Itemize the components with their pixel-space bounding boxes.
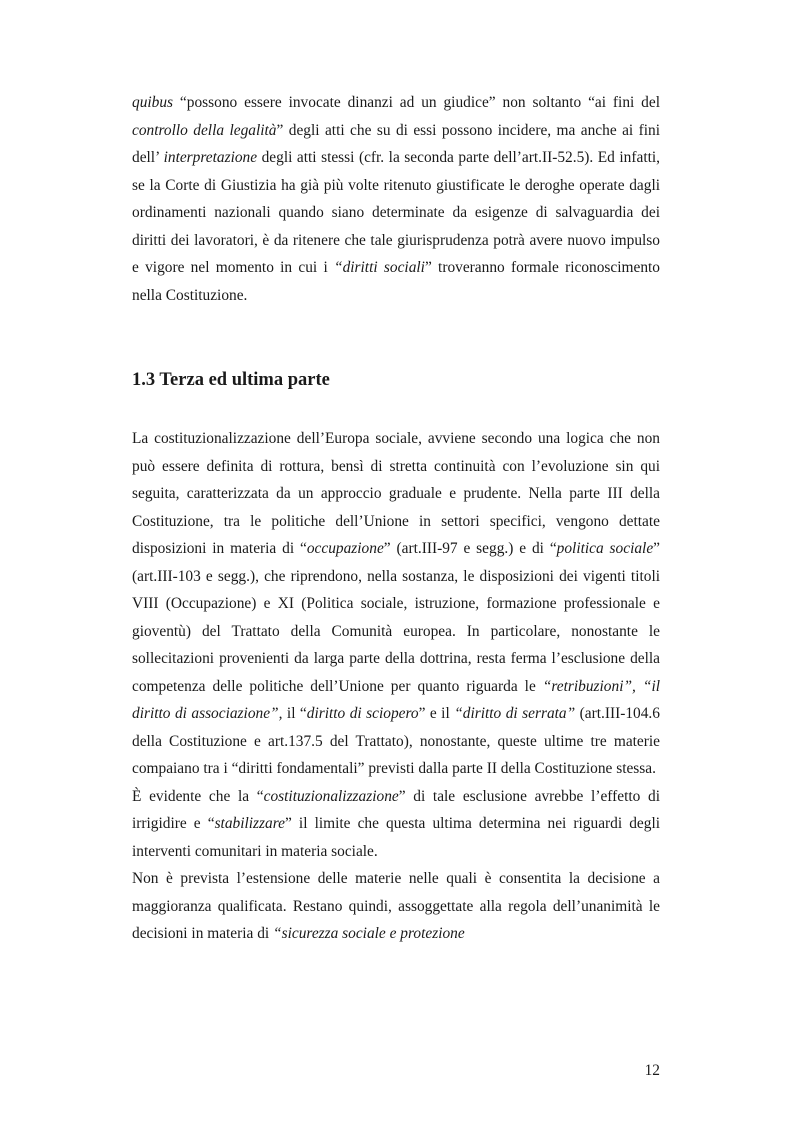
italic-text: stabilizzare [214, 815, 285, 832]
text-run: È evidente che la “ [132, 787, 264, 805]
text-run: ” degli atti che su di essi possono incidere, ma anche ai fini dell’ [132, 121, 660, 166]
italic-text: controllo della legalità [132, 121, 277, 139]
italic-text: costituzionalizzazione [263, 787, 399, 805]
text-run: Non è prevista l’estensione delle materie nelle quali è consentita la decisione a maggioranza qualificata. Restano quindi, assoggettate alla regola dell’unanimità le decisioni in materia di [132, 870, 660, 942]
italic-text: occupazione [306, 540, 384, 557]
text-run: ” troveranno formale riconoscimento nella Costituzione. [132, 259, 660, 304]
italic-text: “diritti sociali [334, 259, 425, 276]
paragraph [132, 865, 660, 948]
italic-text: interpretazione [163, 149, 258, 166]
italic-text: “retribuzioni”, “il diritto di associazione”, [132, 677, 661, 722]
italic-text: “sicurezza sociale e protezione [273, 925, 465, 942]
text-run: “possono essere invocate dinanzi ad un giudice” non soltanto “ai fini del [173, 94, 660, 111]
text-run: ” (art.III-103 e segg.), che riprendono, nella sostanza, le disposizioni dei vigenti titoli VIII (Occupazione) e XI (Politica sociale, istruzione, formazione professionale e gioventù) del Trattato della Comunità europea. In particolare, nonostante le sollecitazioni provenienti da larga parte della dottrina, resta ferma l’esclusione della competenza delle politiche dell’Unione per quanto riguarda le [132, 540, 660, 695]
italic-text: “diritto di serrata” [454, 705, 576, 722]
text-run: ” (art.III-97 e segg.) e di “ [383, 540, 557, 557]
italic-text: diritto di sciopero [306, 705, 419, 722]
italic-text: politica sociale [556, 540, 654, 557]
text-run: La costituzionalizzazione dell’Europa sociale, avviene secondo una logica che non può essere definita di rottura, bensì di stretta continuità con l’evoluzione sin qui seguita, caratterizzata da un approccio graduale e prudente. Nella parte III della Costituzione, tra le politiche dell’Unione in settori specifici, vengono dettate disposizioni in materia di “ [132, 430, 660, 557]
text-run: ” di tale esclusione avrebbe l’effetto di irrigidire e “ [132, 787, 660, 832]
paragraph [132, 89, 660, 309]
italic-text: quibus [132, 94, 174, 111]
paragraph-block-main [132, 425, 660, 948]
paragraph [132, 783, 660, 866]
text-run: ” e il [418, 705, 455, 722]
paragraph [132, 425, 660, 783]
section-heading: 1.3 Terza ed ultima parte [132, 370, 330, 390]
text-run: il “ [282, 705, 307, 722]
text-run: degli atti stessi (cfr. la seconda parte dell’art.II-52.5). Ed infatti, se la Corte di Giustizia ha già più volte ritenuto giustificate le deroghe operate dagli ordinamenti nazionali quando siano determinate da esigenze di salvaguardia dei diritti dei lavoratori, è da ritenere che tale giurisprudenza potrà avere nuovo impulso e vigore nel momento in cui i [132, 149, 660, 276]
paragraph-block-top [132, 89, 660, 309]
text-run: ” il limite che questa ultima determina nei riguardi degli interventi comunitari in materia sociale. [132, 815, 660, 860]
page-number: 12 [644, 1062, 660, 1079]
text-run: (art.III-104.6 della Costituzione e art.137.5 del Trattato), nonostante, queste ultime tre materie compaiano tra i “diritti fondamentali” previsti dalla parte II della Costituzione stessa. [132, 705, 660, 777]
